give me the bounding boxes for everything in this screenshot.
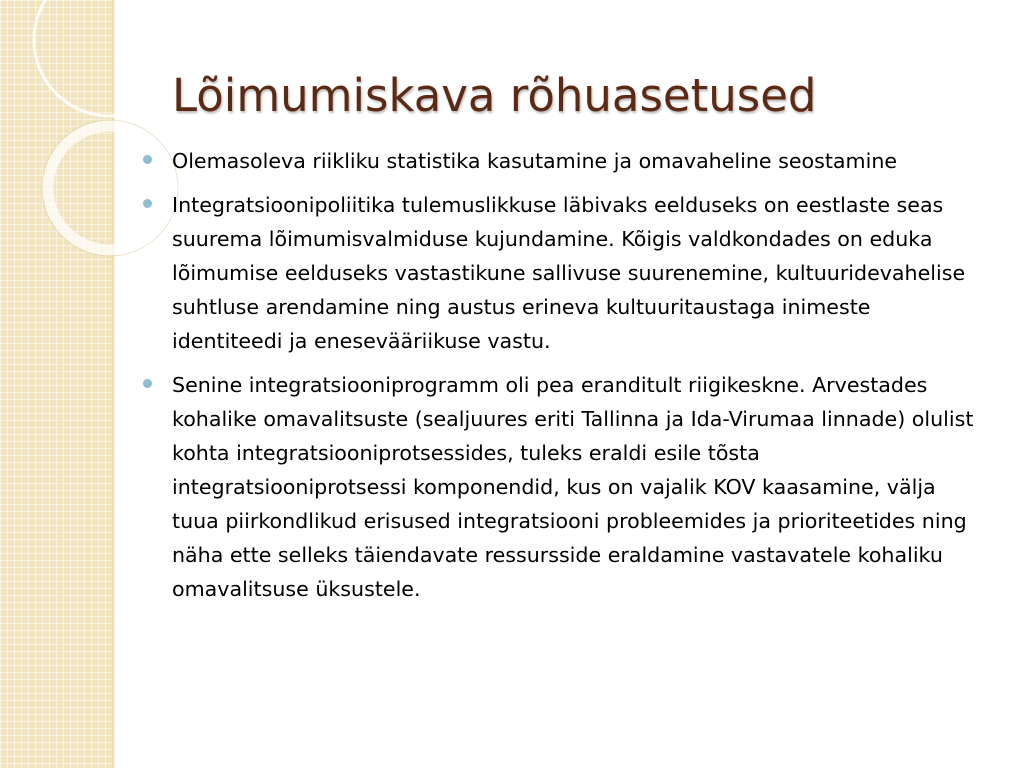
bullet-item <box>172 368 987 606</box>
slide-title: Lõimumiskava rõhuasetused <box>172 69 817 122</box>
bullet-text: Integratsioonipoliitika tulemuslikkuse läbivaks eelduseks on eestlaste seas suurema lõimumisvalmiduse kujundamine. Kõigis valdkondades on eduka lõimumise eelduseks vastastikune sallivuse suurenemine, kultuuridevahelise suhtluse arendamine ning austus erineva kultuuritaustaga inimeste identiteedi ja enesevääriikuse vastu. <box>172 193 966 353</box>
bullet-item <box>172 188 987 358</box>
bullet-dot-icon <box>143 379 152 388</box>
decorative-ring-large <box>34 0 186 116</box>
decorative-ring-small <box>48 126 172 250</box>
bullet-item <box>172 144 987 178</box>
bullet-text: Senine integratsiooniprogramm oli pea eranditult riigikeskne. Arvestades kohalike omavalitsuste (sealjuures eriti Tallinna ja Ida-Virumaa linnade) olulist kohta integratsiooniprotsessides, tuleks eraldi esile tõsta integratsiooniprotsessi komponendid, kus on vajalik KOV kaasamine, välja tuua piirkondlikud erisused integratsiooni probleemides ja prioriteetides ning näha ette selleks täiendavate ressursside eraldamine vastavatele kohaliku omavalitsuse üksustele. <box>172 373 974 601</box>
bullet-dot-icon <box>143 155 152 164</box>
bullet-list <box>172 144 987 616</box>
bullet-dot-icon <box>143 199 152 208</box>
bullet-text: Olemasoleva riikliku statistika kasutamine ja omavaheline seostamine <box>172 149 898 173</box>
